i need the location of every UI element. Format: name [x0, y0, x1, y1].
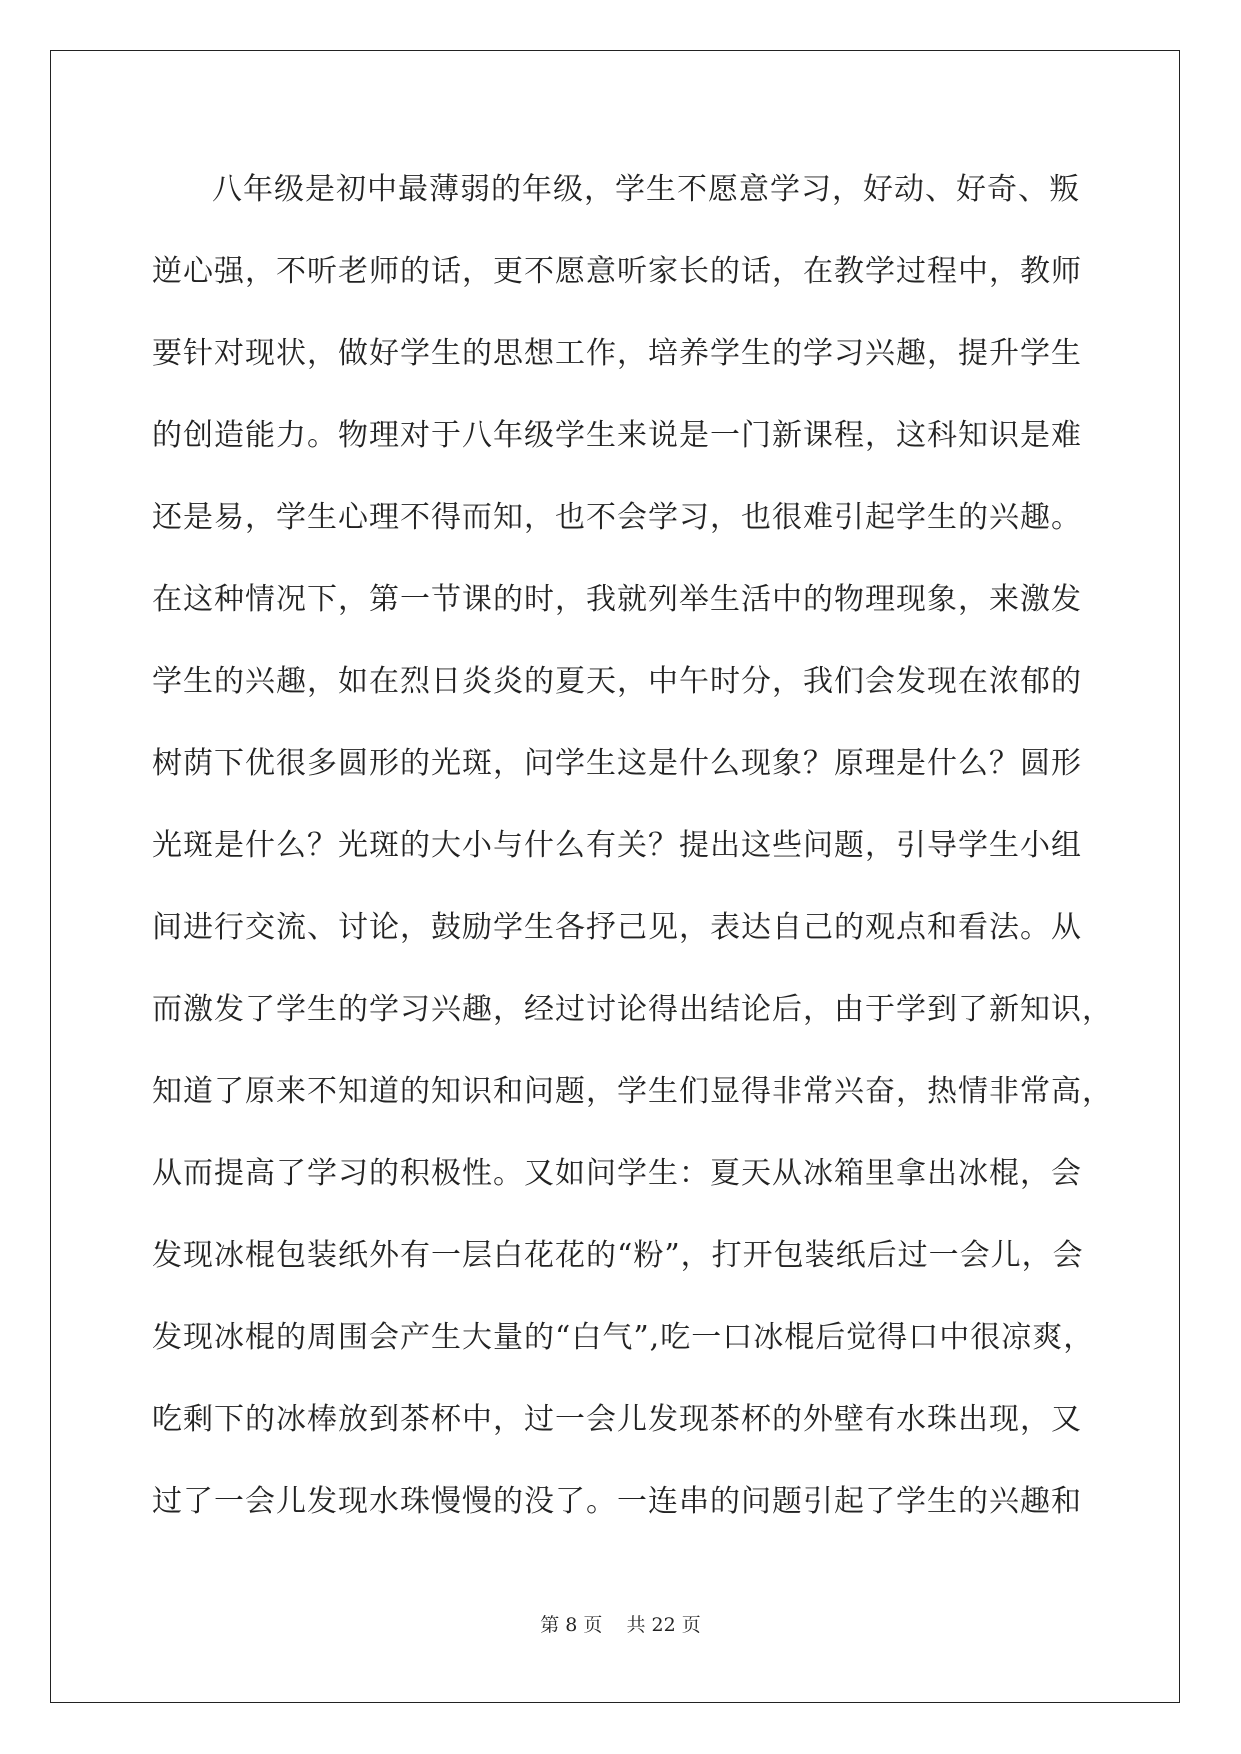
text-line: 从而提高了学习的积极性。又如问学生：夏天从冰箱里拿出冰棍，会 — [152, 1156, 1082, 1191]
text-line: 吃剩下的冰棒放到茶杯中，过一会儿发现茶杯的外壁有水珠出现，又 — [152, 1402, 1082, 1437]
text-line: 间进行交流、讨论，鼓励学生各抒己见，表达自己的观点和看法。从 — [152, 910, 1082, 945]
page-footer — [0, 1610, 1241, 1637]
total-pages: 共 22 页 — [626, 1614, 701, 1636]
text-line: 树荫下优很多圆形的光斑，问学生这是什么现象？原理是什么？圆形 — [152, 746, 1082, 781]
text-line: 要针对现状，做好学生的思想工作，培养学生的学习兴趣，提升学生 — [152, 336, 1082, 371]
text-line: 逆心强，不听老师的话，更不愿意听家长的话，在教学过程中，教师 — [152, 254, 1082, 289]
text-line: 而激发了学生的学习兴趣，经过讨论得出结论后，由于学到了新知识， — [152, 992, 1113, 1027]
text-line: 过了一会儿发现水珠慢慢的没了。一连串的问题引起了学生的兴趣和 — [152, 1484, 1082, 1519]
body-paragraph — [152, 160, 1113, 1554]
text-line: 学生的兴趣，如在烈日炎炎的夏天，中午时分，我们会发现在浓郁的 — [152, 664, 1082, 699]
text-line: 在这种情况下，第一节课的时，我就列举生活中的物理现象，来激发 — [152, 582, 1082, 617]
page-number: 第 8 页 — [540, 1614, 603, 1636]
text-line: 知道了原来不知道的知识和问题，学生们显得非常兴奋，热情非常高， — [152, 1074, 1113, 1109]
text-line: 八年级是初中最薄弱的年级，学生不愿意学习，好动、好奇、叛 — [212, 172, 1080, 207]
text-line: 发现冰棍包装纸外有一层白花花的“粉”，打开包装纸后过一会儿，会 — [152, 1238, 1084, 1273]
text-line: 光斑是什么？光斑的大小与什么有关？提出这些问题，引导学生小组 — [152, 828, 1082, 863]
text-line: 还是易，学生心理不得而知，也不会学习，也很难引起学生的兴趣。 — [152, 500, 1082, 535]
text-line: 的创造能力。物理对于八年级学生来说是一门新课程，这科知识是难 — [152, 418, 1082, 453]
text-line: 发现冰棍的周围会产生大量的“白气”,吃一口冰棍后觉得口中很凉爽， — [152, 1320, 1095, 1355]
